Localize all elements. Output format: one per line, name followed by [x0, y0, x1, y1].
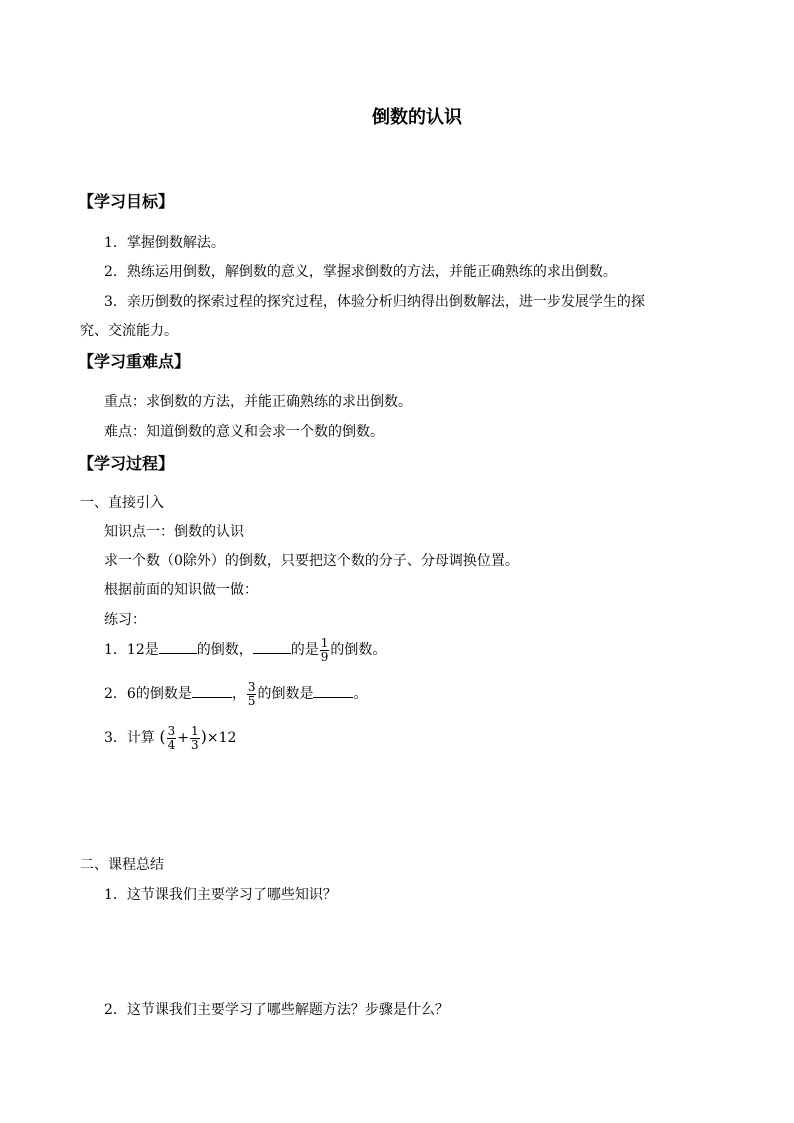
objective-item-3-continued: 究、交流能力。	[80, 323, 178, 339]
q2-blank-2[interactable]	[313, 683, 353, 698]
q1-prefix: 1．12是	[104, 642, 159, 658]
q2-blank-1[interactable]	[192, 683, 232, 698]
q2-mid: 的倒数是	[257, 686, 314, 702]
q2-suffix: 。	[353, 686, 368, 702]
q3-plus: +	[177, 730, 189, 746]
q3-tail: ×12	[206, 730, 237, 746]
summary-question-1: 1．这节课我们主要学习了哪些知识？	[104, 887, 337, 903]
q2-comma: ，	[231, 686, 246, 702]
q3-fraction-2-denominator: 3	[191, 737, 199, 752]
q2-prefix: 2．6的倒数是	[104, 686, 192, 702]
q2-fraction-numerator: 3	[247, 679, 256, 694]
objective-item-2: 2．熟练运用倒数，解倒数的意义，掌握求倒数的方法，并能正确熟练的求出倒数。	[104, 264, 617, 280]
q3-fraction-1-denominator: 4	[167, 737, 176, 752]
page-title: 倒数的认识	[372, 107, 462, 128]
objective-item-3: 3．亲历倒数的探索过程的探究过程，体验分析归纳得出倒数解法，进一步发展学生的探	[104, 294, 645, 310]
q3-fraction-2-numerator: 1	[191, 723, 199, 738]
q2-fraction	[247, 681, 257, 708]
q3-close-paren: )	[200, 727, 207, 746]
q3-fraction-1-numerator: 3	[167, 723, 176, 738]
practice-question-3	[104, 717, 236, 758]
part1-title: 一、直接引入	[80, 495, 164, 511]
process-heading: 【学习过程】	[78, 454, 175, 473]
summary-title: 二、课程总结	[80, 857, 164, 873]
summary-question-2: 2．这节课我们主要学习了哪些解题方法？步骤是什么？	[104, 1002, 449, 1018]
objectives-heading: 【学习目标】	[78, 192, 175, 211]
q3-prefix: 3．计算	[104, 730, 155, 746]
practice-question-2	[104, 674, 367, 714]
q1-mid1: 的倒数，	[196, 642, 253, 658]
q2-fraction-denominator: 5	[247, 693, 256, 708]
reciprocal-rule: 求一个数（0除外）的倒数，只要把这个数的分子、分母调换位置。	[104, 553, 519, 569]
q3-fraction-2	[190, 725, 200, 752]
keypoints-heading: 【学习重难点】	[78, 352, 191, 371]
q1-suffix: 的倒数。	[330, 642, 387, 658]
q1-fraction-denominator: 9	[320, 649, 329, 664]
keypoint-difficulty: 难点：知道倒数的意义和会求一个数的倒数。	[104, 424, 384, 440]
q1-blank-1[interactable]	[159, 639, 197, 654]
keypoint-focus: 重点：求倒数的方法，并能正确熟练的求出倒数。	[104, 394, 412, 410]
objective-item-1: 1．掌握倒数解法。	[104, 235, 225, 251]
practice-prompt: 根据前面的知识做一做：	[104, 582, 258, 598]
q1-blank-2[interactable]	[253, 639, 291, 654]
knowledge-point: 知识点一：倒数的认识	[104, 524, 244, 540]
q1-mid2: 的是	[290, 642, 319, 658]
q1-fraction-numerator: 1	[320, 635, 329, 650]
practice-question-1	[104, 630, 386, 670]
q3-fraction-1	[167, 725, 177, 752]
q3-open-paren: (	[159, 727, 166, 746]
q1-fraction	[320, 637, 330, 664]
practice-label: 练习：	[104, 612, 146, 628]
